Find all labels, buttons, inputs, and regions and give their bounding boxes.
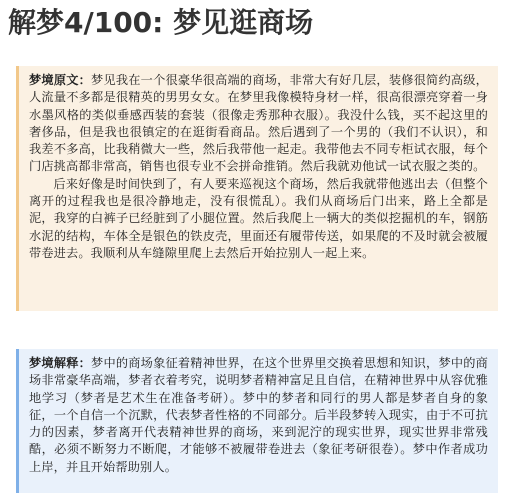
dream-original-card	[16, 66, 498, 311]
dream-original-label: 梦境原文：	[29, 73, 92, 87]
dream-original-text-1: 梦见我在一个很豪华很高端的商场，非常大有好几层，装修很简约高级，人流量不多都是很精英的男男女女。在梦里我像模特身材一样，很高很漂亮穿着一身水墨风格的类似垂感西装的套装（很像走秀那种衣服）。我没什么钱，买不起这里的奢侈品，但是我也很镇定的在逛街看商品。然后遇到了一个男的（我们不认识），和我差不多高，比我稍微大一些，然后我带他一起走。我带他去不同专柜试衣服，每个门店挑高都非常高，销售也很专业不会拼命推销。然后我就劝他试一试衣服之类的。	[29, 73, 488, 174]
page-title: 解梦4/100: 梦见逛商场	[8, 6, 314, 39]
dream-interpretation-paragraph	[29, 355, 488, 476]
dream-original-paragraph-2: 后来好像是时间快到了，有人要来巡视这个商场，然后我就带他逃出去（但整个离开的过程我也是很冷静地走，没有很慌乱）。我们从商场后门出来，路上全都是泥，我穿的白裤子已经脏到了小腿位置。然后我爬上一辆大的类似挖掘机的车，钢筋水泥的结构，车体全是银色的铁皮壳，里面还有履带传送，如果爬的不及时就会被履带卷进去。我顺利从车缝隙里爬上去然后开始拉别人一起上来。	[29, 176, 488, 260]
dream-interpretation-card	[16, 349, 498, 493]
dream-original-paragraph-1	[29, 72, 488, 176]
dream-interpretation-label: 梦境解释：	[29, 356, 92, 370]
dream-interpretation-text: 梦中的商场象征着精神世界，在这个世界里交换着思想和知识，梦中的商场非常豪华高端，梦者衣着考究，说明梦者精神富足且自信，在精神世界中从容优雅地学习（梦者是艺术生在准备考研）。梦中的梦者和同行的男人都是梦者自身的象征，一个自信一个沉默，代表梦者性格的不同部分。后半段梦转入现实，由于不可抗力的因素，梦者离开代表精神世界的商场，来到泥泞的现实世界，现实世界非常残酷，必须不断努力不断爬，才能够不被履带卷进去（象征考研很卷）。梦中作者成功上岸，并且开始帮助别人。	[29, 356, 488, 474]
